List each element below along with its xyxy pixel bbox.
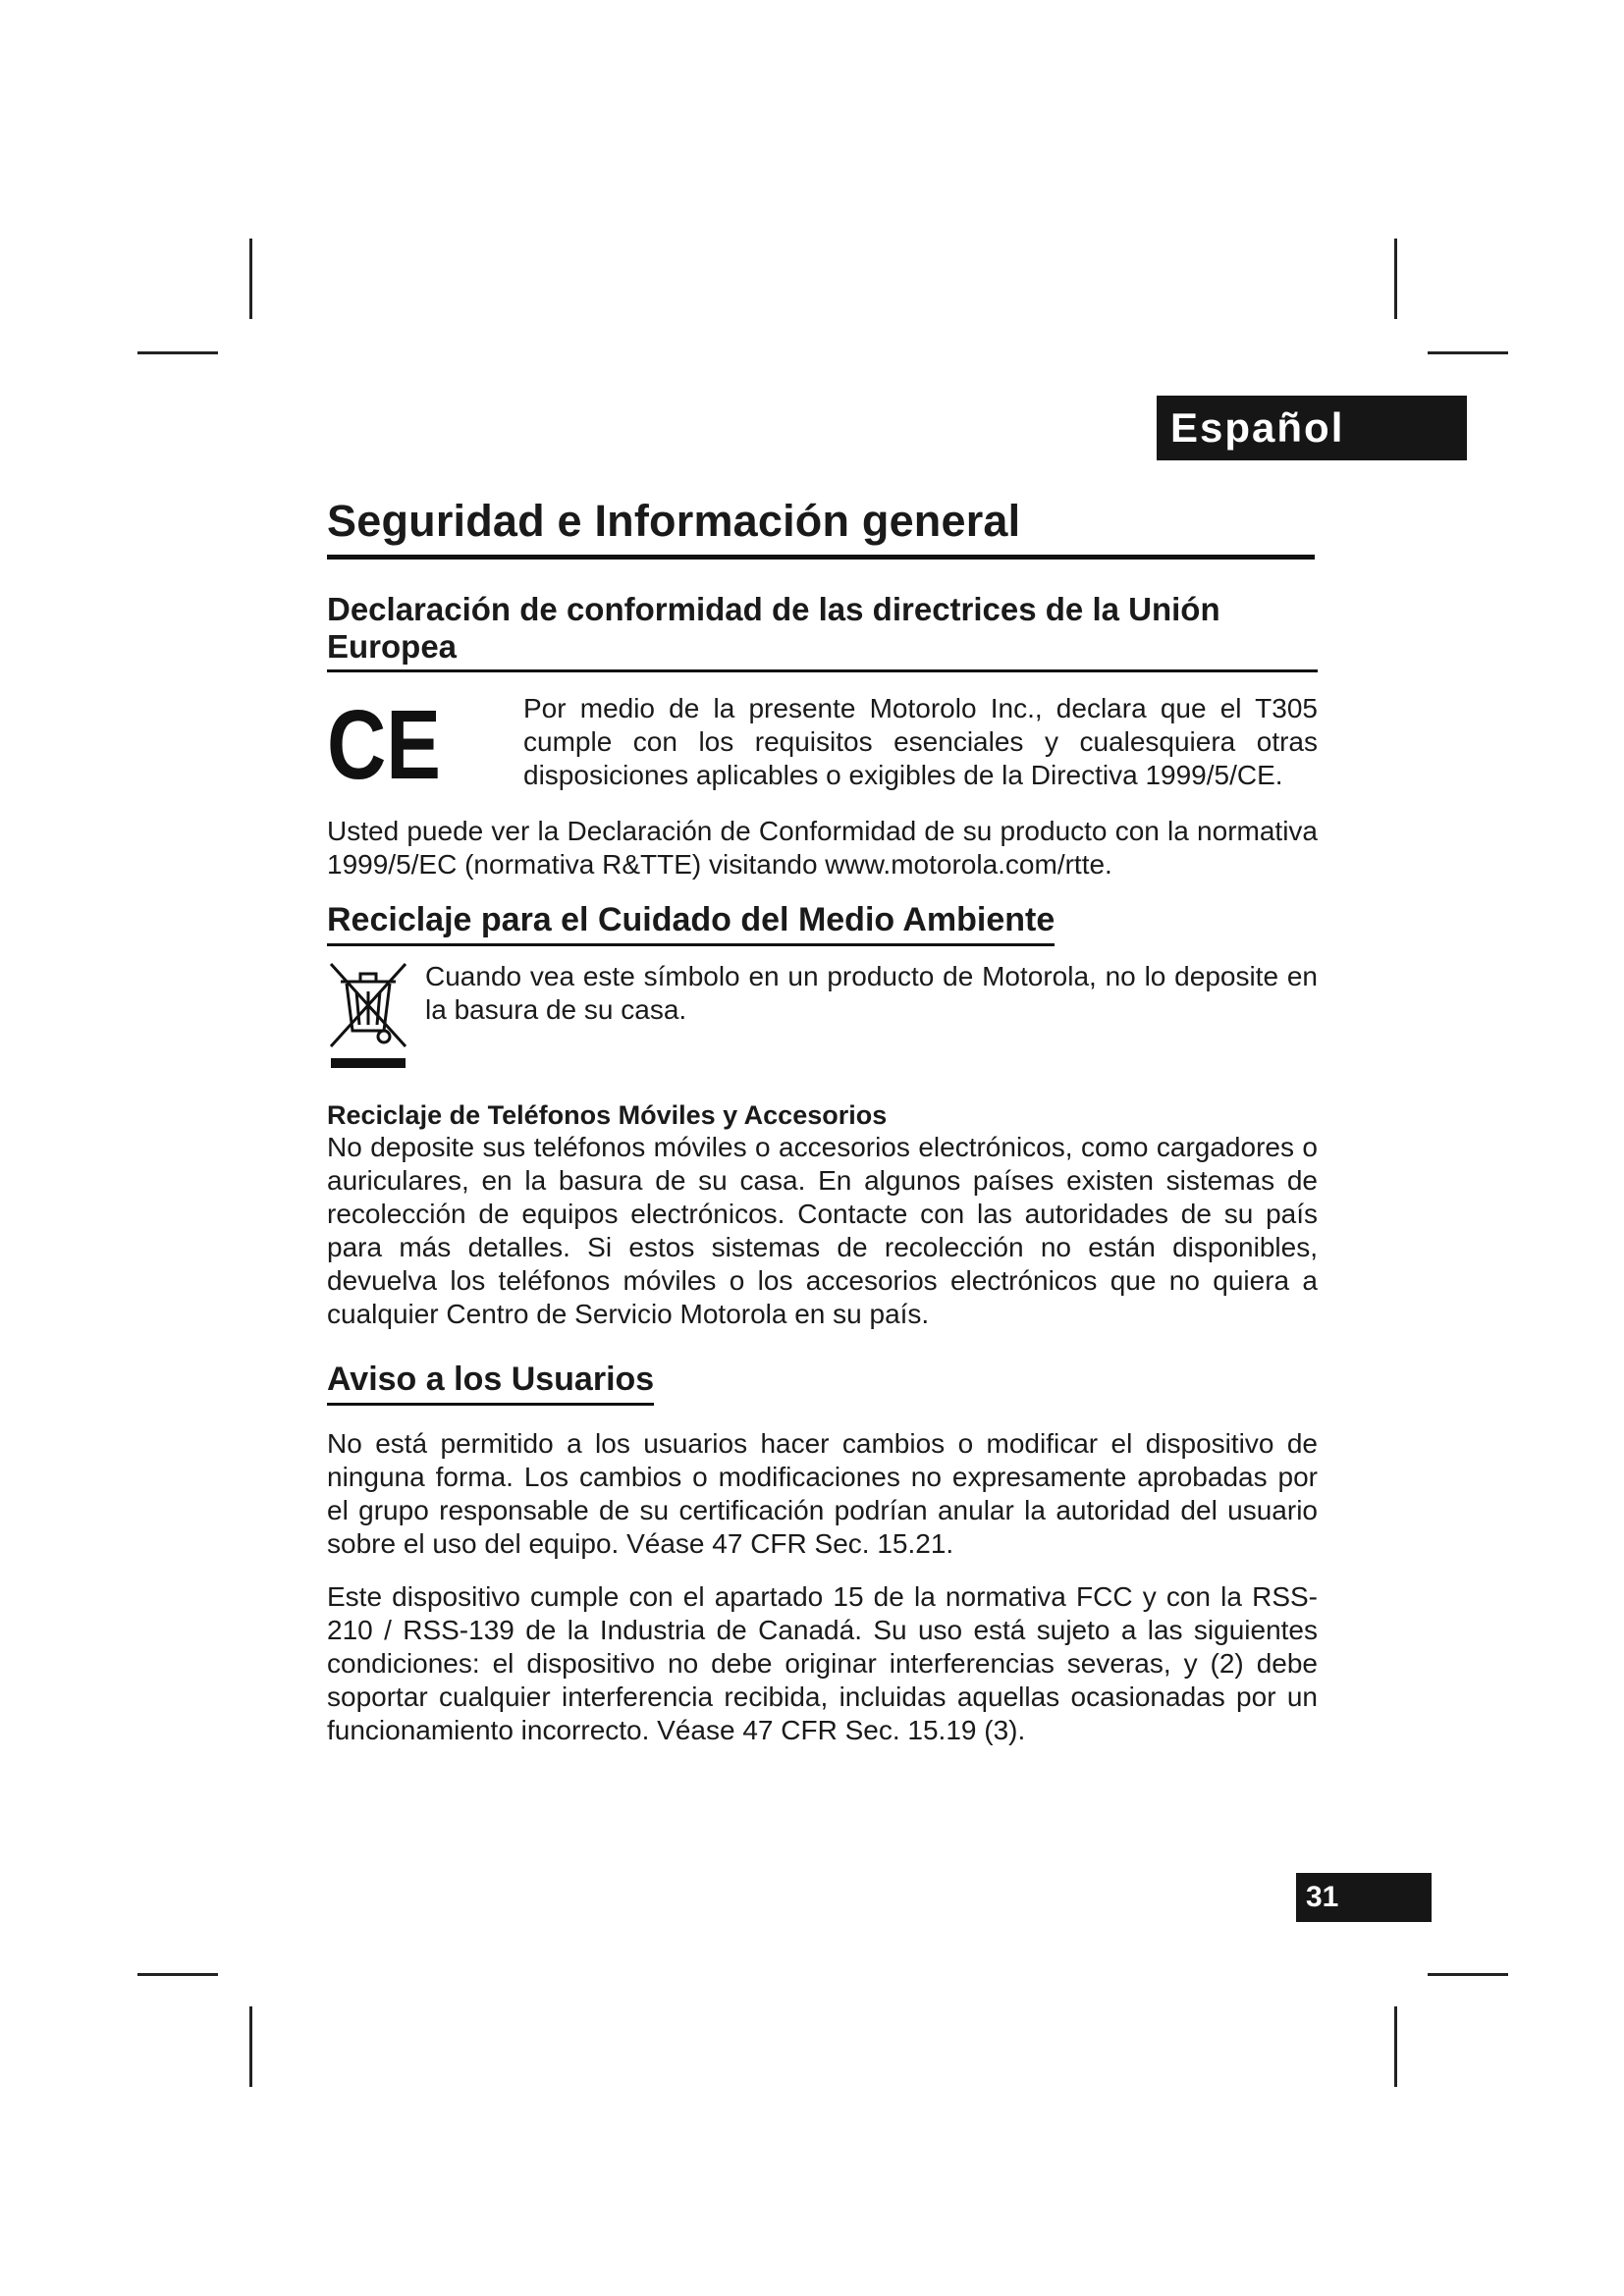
recycle-section-title: Reciclaje para el Cuidado del Medio Ambiente (327, 901, 1055, 946)
crop-mark-top-left-horizontal (137, 351, 218, 354)
eu-section-title: Declaración de conformidad de las directrices de la Unión Europea (327, 591, 1318, 672)
ce-mark-icon (327, 690, 523, 800)
weee-paragraph: Cuando vea este símbolo en un producto de Motorola, no lo deposite en la basura de su casa. (425, 961, 1318, 1025)
crop-mark-top-right-vertical (1394, 239, 1397, 319)
language-tab: Español (1157, 396, 1467, 460)
crop-mark-top-left-vertical (249, 239, 252, 319)
crossed-out-bin-icon (327, 960, 425, 1075)
users-paragraph-1: No está permitido a los usuarios hacer cambios o modificar el dispositivo de ninguna forma. Los cambios o modificaciones no expresamente aprobadas por el grupo responsable de su certificación podrían anular la autoridad del usuario sobre el uso del equipo. Véase 47 CFR Sec. 15.21. (327, 1428, 1318, 1559)
crop-mark-bottom-right-vertical (1394, 2006, 1397, 2087)
users-paragraph-2: Este dispositivo cumple con el apartado 15 de la normativa FCC y con la RSS-210 / RSS-139 de la Industria de Canadá. Su uso está sujeto a las siguientes condiciones: el dispositivo no debe originar interferencias severas, y (2) debe soportar cualquier interferencia recibida, incluidas aquellas ocasionadas por un funcionamiento incorrecto. Véase 47 CFR Sec. 15.19 (3). (327, 1581, 1318, 1745)
recycle-subtitle: Reciclaje de Teléfonos Móviles y Accesorios (327, 1100, 888, 1130)
crop-mark-bottom-left-vertical (249, 2006, 252, 2087)
weee-notice (327, 960, 1318, 1075)
users-section-title: Aviso a los Usuarios (327, 1361, 654, 1406)
crop-mark-bottom-right-horizontal (1428, 1973, 1508, 1976)
eu-section (327, 591, 1318, 881)
page-number: 31 (1296, 1873, 1432, 1922)
page-content (327, 496, 1318, 1747)
ce-paragraph: Por medio de la presente Motorolo Inc., declara que el T305 cumple con los requisitos esenciales y cualesquiera otras disposiciones aplicables o exigibles de la Directiva 1999/5/CE. (523, 693, 1318, 790)
crop-mark-bottom-left-horizontal (137, 1973, 218, 1976)
ce-declaration (327, 690, 1318, 800)
page-title: Seguridad e Información general (327, 496, 1315, 560)
eu-paragraph: Usted puede ver la Declaración de Conformidad de su producto con la normativa 1999/5/EC (normativa R&TTE) visitando www.motorola.com/rtte. (327, 816, 1318, 880)
users-section (327, 1361, 1318, 1747)
ce-mark-letters: CE (327, 690, 441, 800)
recycle-section (327, 901, 1318, 1331)
recycle-paragraph: No deposite sus teléfonos móviles o accesorios electrónicos, como cargadores o auriculares, en la basura de su casa. En algunos países existen sistemas de recolección de equipos electrónicos. Contacte con las autoridades de su país para más detalles. Si estos sistemas de recolección no están disponibles, devuelva los teléfonos móviles o los accesorios electrónicos que no quiera a cualquier Centro de Servicio Motorola en su país. (327, 1132, 1318, 1329)
crop-mark-top-right-horizontal (1428, 351, 1508, 354)
